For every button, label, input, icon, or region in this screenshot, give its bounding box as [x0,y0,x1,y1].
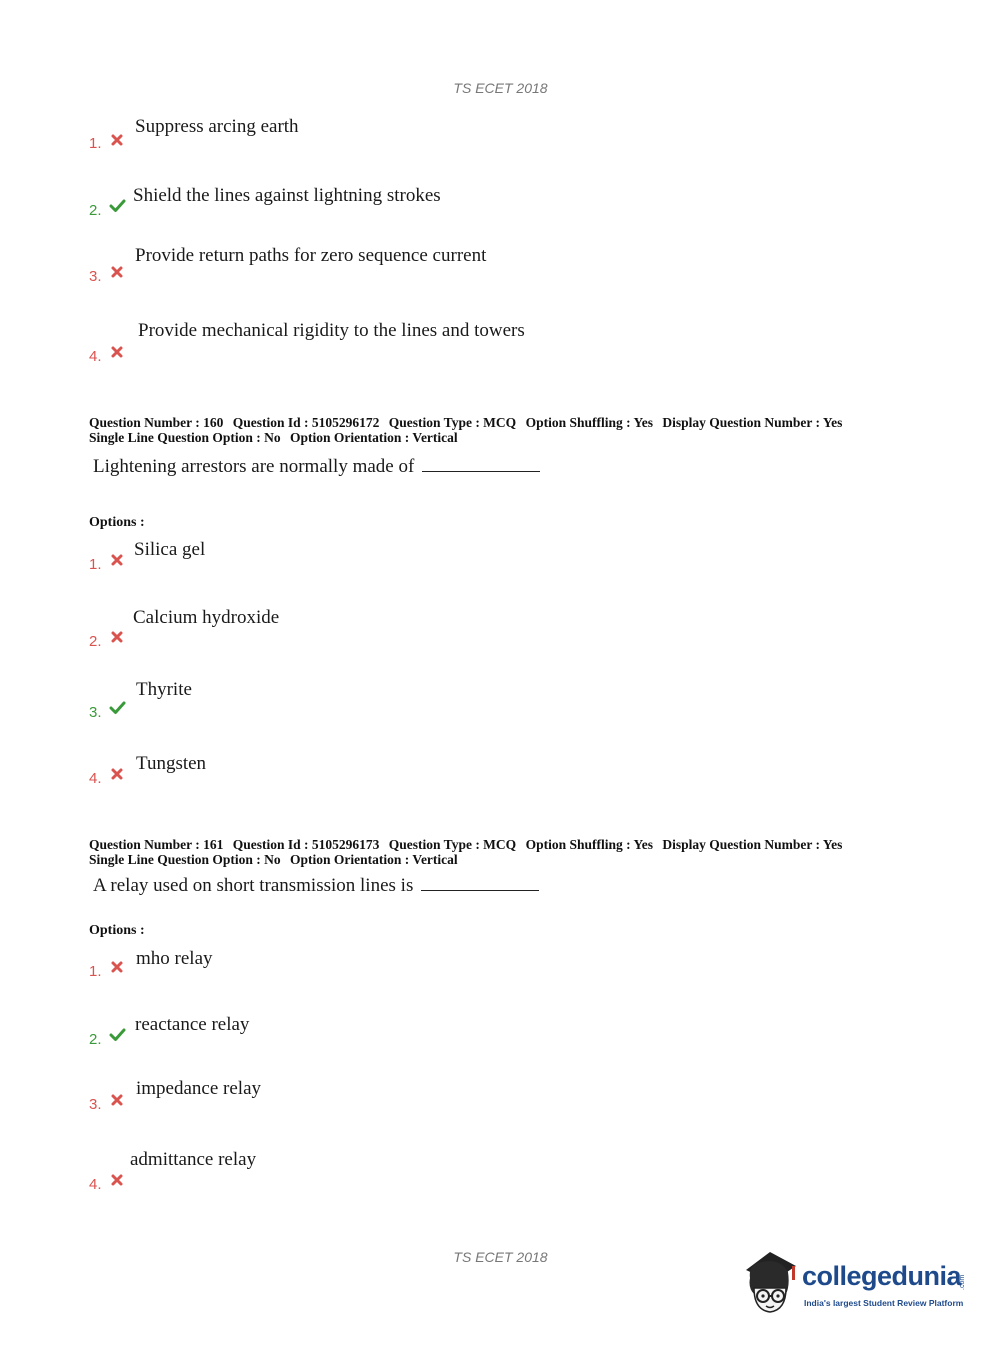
wrong-icon [110,1173,124,1187]
option-number: 4. [89,1176,102,1193]
meta-orientation: Option Orientation : Vertical [290,852,458,867]
meta-question-number: Question Number : 161 [89,837,224,852]
wrong-icon [110,553,124,567]
option-number: 1. [89,135,102,152]
meta-orientation: Option Orientation : Vertical [290,430,458,445]
options-label: Options : [89,923,145,938]
meta-question-id: Question Id : 5105296172 [232,415,380,430]
question-meta [89,415,848,445]
meta-question-id: Question Id : 5105296173 [232,837,380,852]
page-header: TS ECET 2018 [453,80,548,96]
option-text: reactance relay [135,1014,250,1035]
option-text: Thyrite [136,679,192,700]
option-text: Calcium hydroxide [133,607,280,628]
option-text: Shield the lines against lightning strokes [133,185,441,206]
wrong-icon [110,133,124,147]
page-footer: TS ECET 2018 [453,1249,548,1265]
option-text: Provide return paths for zero sequence current [135,245,487,266]
meta-single-line: Single Line Question Option : No [89,852,281,867]
meta-display-number: Display Question Number : Yes [662,415,843,430]
answer-blank [421,876,539,891]
option-text: Tungsten [136,753,207,774]
check-icon [109,1028,126,1042]
question-text [93,456,540,478]
wrong-icon [110,630,124,644]
meta-single-line: Single Line Question Option : No [89,430,281,445]
logo-wordmark: collegedunia [802,1261,962,1291]
option-text: Suppress arcing earth [135,116,299,137]
option-number: 3. [89,268,102,285]
meta-option-shuffling: Option Shuffling : Yes [525,415,653,430]
option-text: mho relay [136,948,213,969]
option-number: 4. [89,770,102,787]
logo-tagline: India's largest Student Review Platform [804,1298,964,1308]
meta-question-number: Question Number : 160 [89,415,224,430]
option-number: 2. [89,202,102,219]
meta-option-shuffling: Option Shuffling : Yes [525,837,653,852]
check-icon [109,199,126,213]
option-number: 1. [89,963,102,980]
meta-question-type: Question Type : MCQ [388,837,517,852]
option-number: 4. [89,348,102,365]
option-text: admittance relay [130,1149,257,1170]
logo-domain-suffix: .com [959,1274,966,1290]
question-text-content: Lightening arrestors are normally made of [93,456,415,477]
wrong-icon [110,767,124,781]
question-text [93,875,539,897]
option-number: 3. [89,1096,102,1113]
wrong-icon [110,265,124,279]
option-text: impedance relay [136,1078,262,1099]
meta-display-number: Display Question Number : Yes [662,837,843,852]
question-meta [89,837,848,867]
option-text: Silica gel [134,539,206,560]
question-text-content: A relay used on short transmission lines is [93,875,414,896]
wrong-icon [110,345,124,359]
wrong-icon [110,1093,124,1107]
option-number: 1. [89,556,102,573]
check-icon [109,701,126,715]
answer-blank [422,457,540,472]
option-number: 2. [89,633,102,650]
option-text: Provide mechanical rigidity to the lines and towers [138,320,525,341]
option-number: 2. [89,1031,102,1048]
option-number: 3. [89,704,102,721]
options-label: Options : [89,515,145,530]
mascot-icon [740,1248,802,1318]
wrong-icon [110,960,124,974]
meta-question-type: Question Type : MCQ [388,415,517,430]
